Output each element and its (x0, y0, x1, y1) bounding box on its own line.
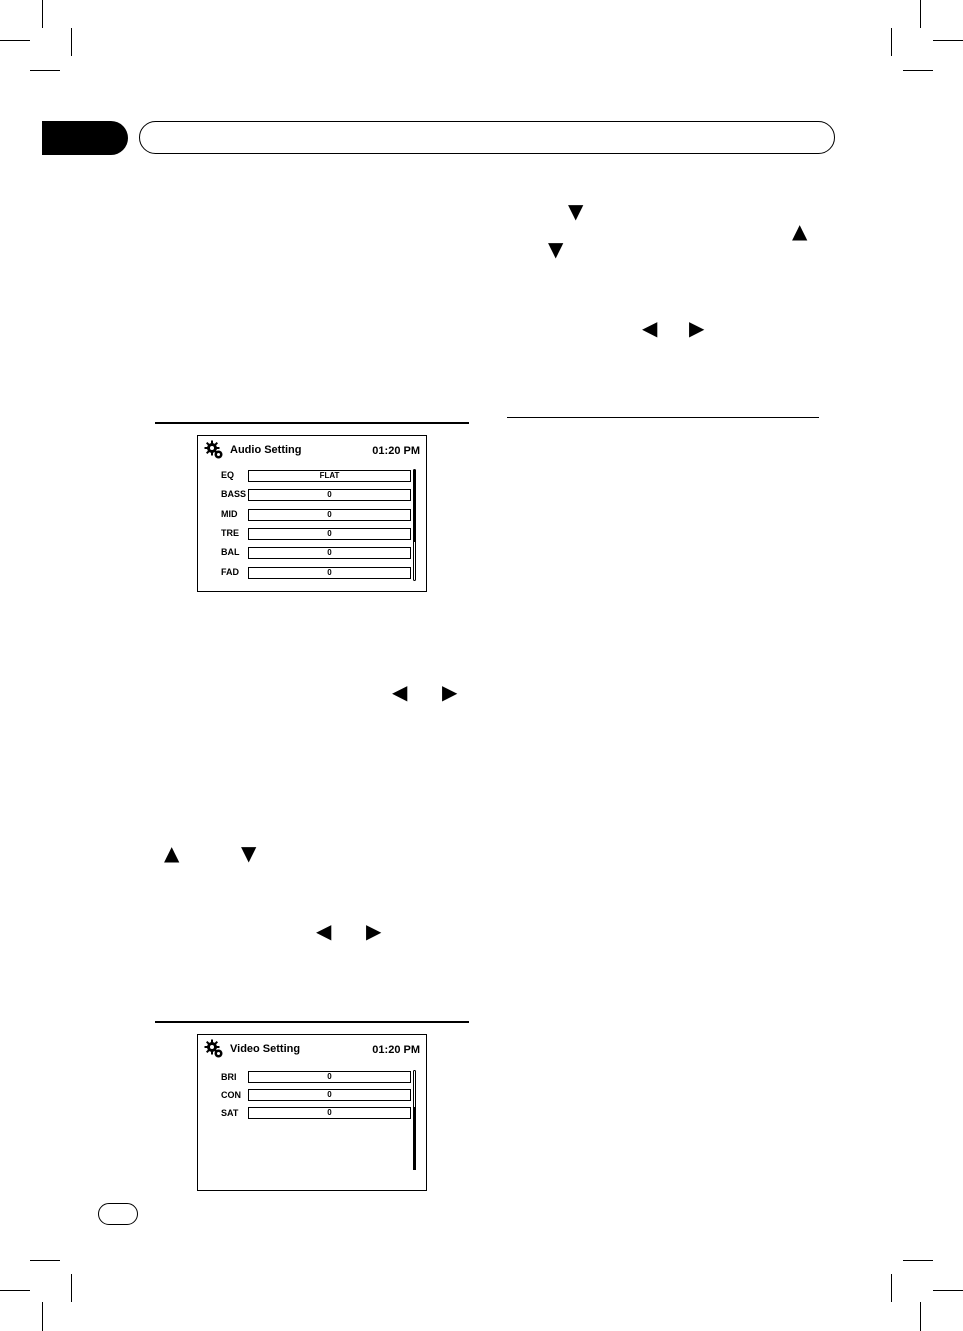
video-setting-screen (197, 1034, 427, 1191)
right-arrow-icon: ▶ (366, 919, 382, 943)
section-rule (155, 1021, 469, 1023)
left-arrow-icon: ◀ (316, 919, 332, 943)
fader-label: FAD (221, 567, 239, 577)
eq-value-field[interactable]: FLAT (248, 470, 411, 482)
contrast-value-field[interactable]: 0 (248, 1089, 411, 1101)
balance-value-field[interactable]: 0 (248, 547, 411, 559)
section-rule (155, 422, 469, 424)
mid-label: MID (221, 509, 238, 519)
gear-icon (204, 440, 224, 460)
right-arrow-icon: ▶ (442, 680, 458, 704)
brightness-value-field[interactable]: 0 (248, 1071, 411, 1083)
down-arrow-icon: ▼ (241, 841, 257, 865)
saturation-label: SAT (221, 1108, 239, 1118)
section-rule (507, 417, 819, 418)
scrollbar-thumb[interactable] (413, 1107, 416, 1170)
up-arrow-icon: ▲ (792, 219, 808, 243)
scrollbar[interactable] (413, 1070, 416, 1170)
treble-label: TRE (221, 528, 239, 538)
saturation-value-field[interactable]: 0 (248, 1107, 411, 1119)
screen-title: Video Setting (230, 1043, 301, 1055)
scrollbar[interactable] (413, 469, 416, 581)
scrollbar-thumb[interactable] (413, 470, 416, 542)
contrast-label: CON (221, 1090, 241, 1100)
screen-title: Audio Setting (230, 444, 302, 456)
chapter-tab (42, 121, 128, 155)
clock-display: 01:20 PM (372, 1044, 420, 1056)
bass-label: BASS (221, 489, 247, 499)
section-title-bar (139, 121, 835, 154)
left-arrow-icon: ◀ (392, 680, 408, 704)
audio-setting-screen (197, 435, 427, 592)
up-arrow-icon: ▲ (164, 841, 180, 865)
bass-value-field[interactable]: 0 (248, 489, 411, 501)
treble-value-field[interactable]: 0 (248, 528, 411, 540)
balance-label: BAL (221, 547, 240, 557)
down-arrow-icon: ▼ (568, 199, 584, 223)
brightness-label: BRI (221, 1072, 237, 1082)
fader-value-field[interactable]: 0 (248, 567, 411, 579)
left-arrow-icon: ◀ (642, 316, 658, 340)
gear-icon (204, 1039, 224, 1059)
mid-value-field[interactable]: 0 (248, 509, 411, 521)
clock-display: 01:20 PM (372, 445, 420, 457)
eq-label: EQ (221, 470, 235, 480)
right-arrow-icon: ▶ (689, 316, 705, 340)
page-number-badge (98, 1203, 138, 1225)
down-arrow-icon: ▼ (548, 237, 564, 261)
